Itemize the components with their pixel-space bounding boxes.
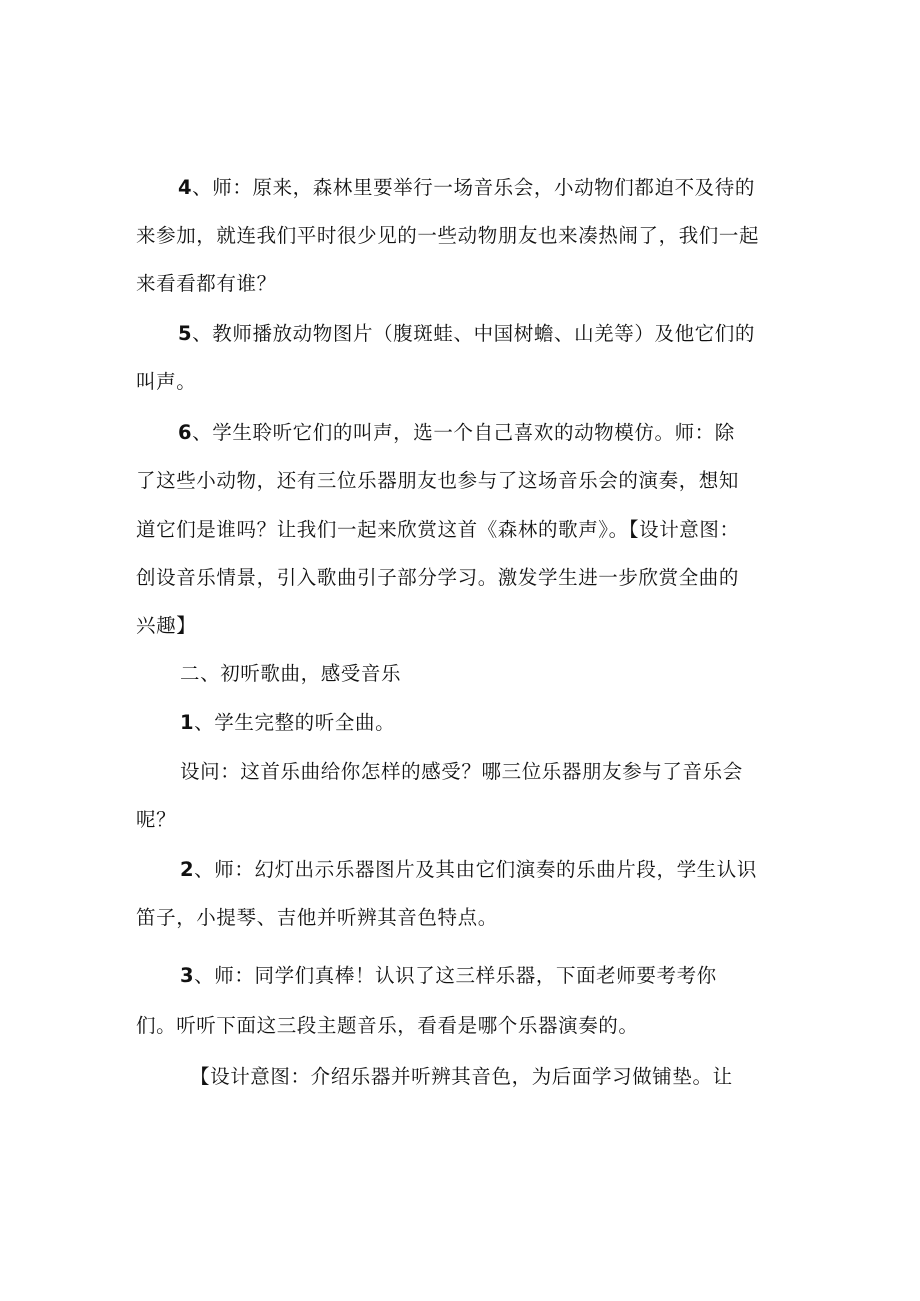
text: 、师：幻灯出示乐器图片及其由它们演奏的乐曲片段，学生认识 xyxy=(194,858,757,881)
paragraph-4-line-3: 来看看都有谁？ xyxy=(136,272,277,295)
paragraph-5-line-2: 叫声。 xyxy=(136,370,197,393)
item-number: 3 xyxy=(180,964,195,987)
item-number: 4 xyxy=(178,176,193,199)
item-number: 5 xyxy=(178,322,193,345)
item-2-line-1 xyxy=(180,858,757,882)
item-1-line-1 xyxy=(180,711,395,735)
text: 、学生聆听它们的叫声，选一个自己喜欢的动物模仿。师：除 xyxy=(192,421,735,444)
question-line-1: 设问：这首乐曲给你怎样的感受？哪三位乐器朋友参与了音乐会 xyxy=(180,760,743,783)
paragraph-6-line-2: 了这些小动物，还有三位乐器朋友也参与了这场音乐会的演奏，想知 xyxy=(136,469,740,492)
question-line-2: 呢？ xyxy=(136,808,177,831)
design-intent-line-1: 【设计意图：介绍乐器并听辨其音色，为后面学习做铺垫。让 xyxy=(190,1065,733,1088)
item-3-line-2: 们。听听下面这三段主题音乐，看看是哪个乐器演奏的。 xyxy=(136,1014,639,1037)
paragraph-4-line-2: 来参加，就连我们平时很少见的一些动物朋友也来凑热闹了，我们一起 xyxy=(136,224,760,247)
paragraph-6-line-1 xyxy=(178,421,735,445)
item-number: 2 xyxy=(180,858,195,881)
text: 、师：原来，森林里要举行一场音乐会，小动物们都迫不及待的 xyxy=(192,176,755,199)
text: 、师：同学们真棒！认识了这三样乐器，下面老师要考考你 xyxy=(194,964,717,987)
text: 、学生完整的听全曲。 xyxy=(194,711,396,734)
section-heading: 二、初听歌曲，感受音乐 xyxy=(180,662,402,685)
item-number: 6 xyxy=(178,421,193,444)
item-3-line-1 xyxy=(180,964,717,988)
paragraph-6-line-3: 道它们是谁吗？让我们一起来欣赏这首《森林的歌声》。【设计意图： xyxy=(136,518,740,541)
item-2-line-2: 笛子，小提琴、吉他并听辨其音色特点。 xyxy=(136,906,498,929)
text: 、教师播放动物图片（腹斑蛙、中国树蟾、山羌等）及他它们的 xyxy=(192,322,755,345)
paragraph-5-line-1 xyxy=(178,322,755,346)
paragraph-6-line-4: 创设音乐情景，引入歌曲引子部分学习。激发学生进一步欣赏全曲的 xyxy=(136,566,740,589)
paragraph-4-line-1 xyxy=(178,176,755,200)
item-number: 1 xyxy=(180,711,195,734)
paragraph-6-line-5: 兴趣】 xyxy=(136,614,197,637)
